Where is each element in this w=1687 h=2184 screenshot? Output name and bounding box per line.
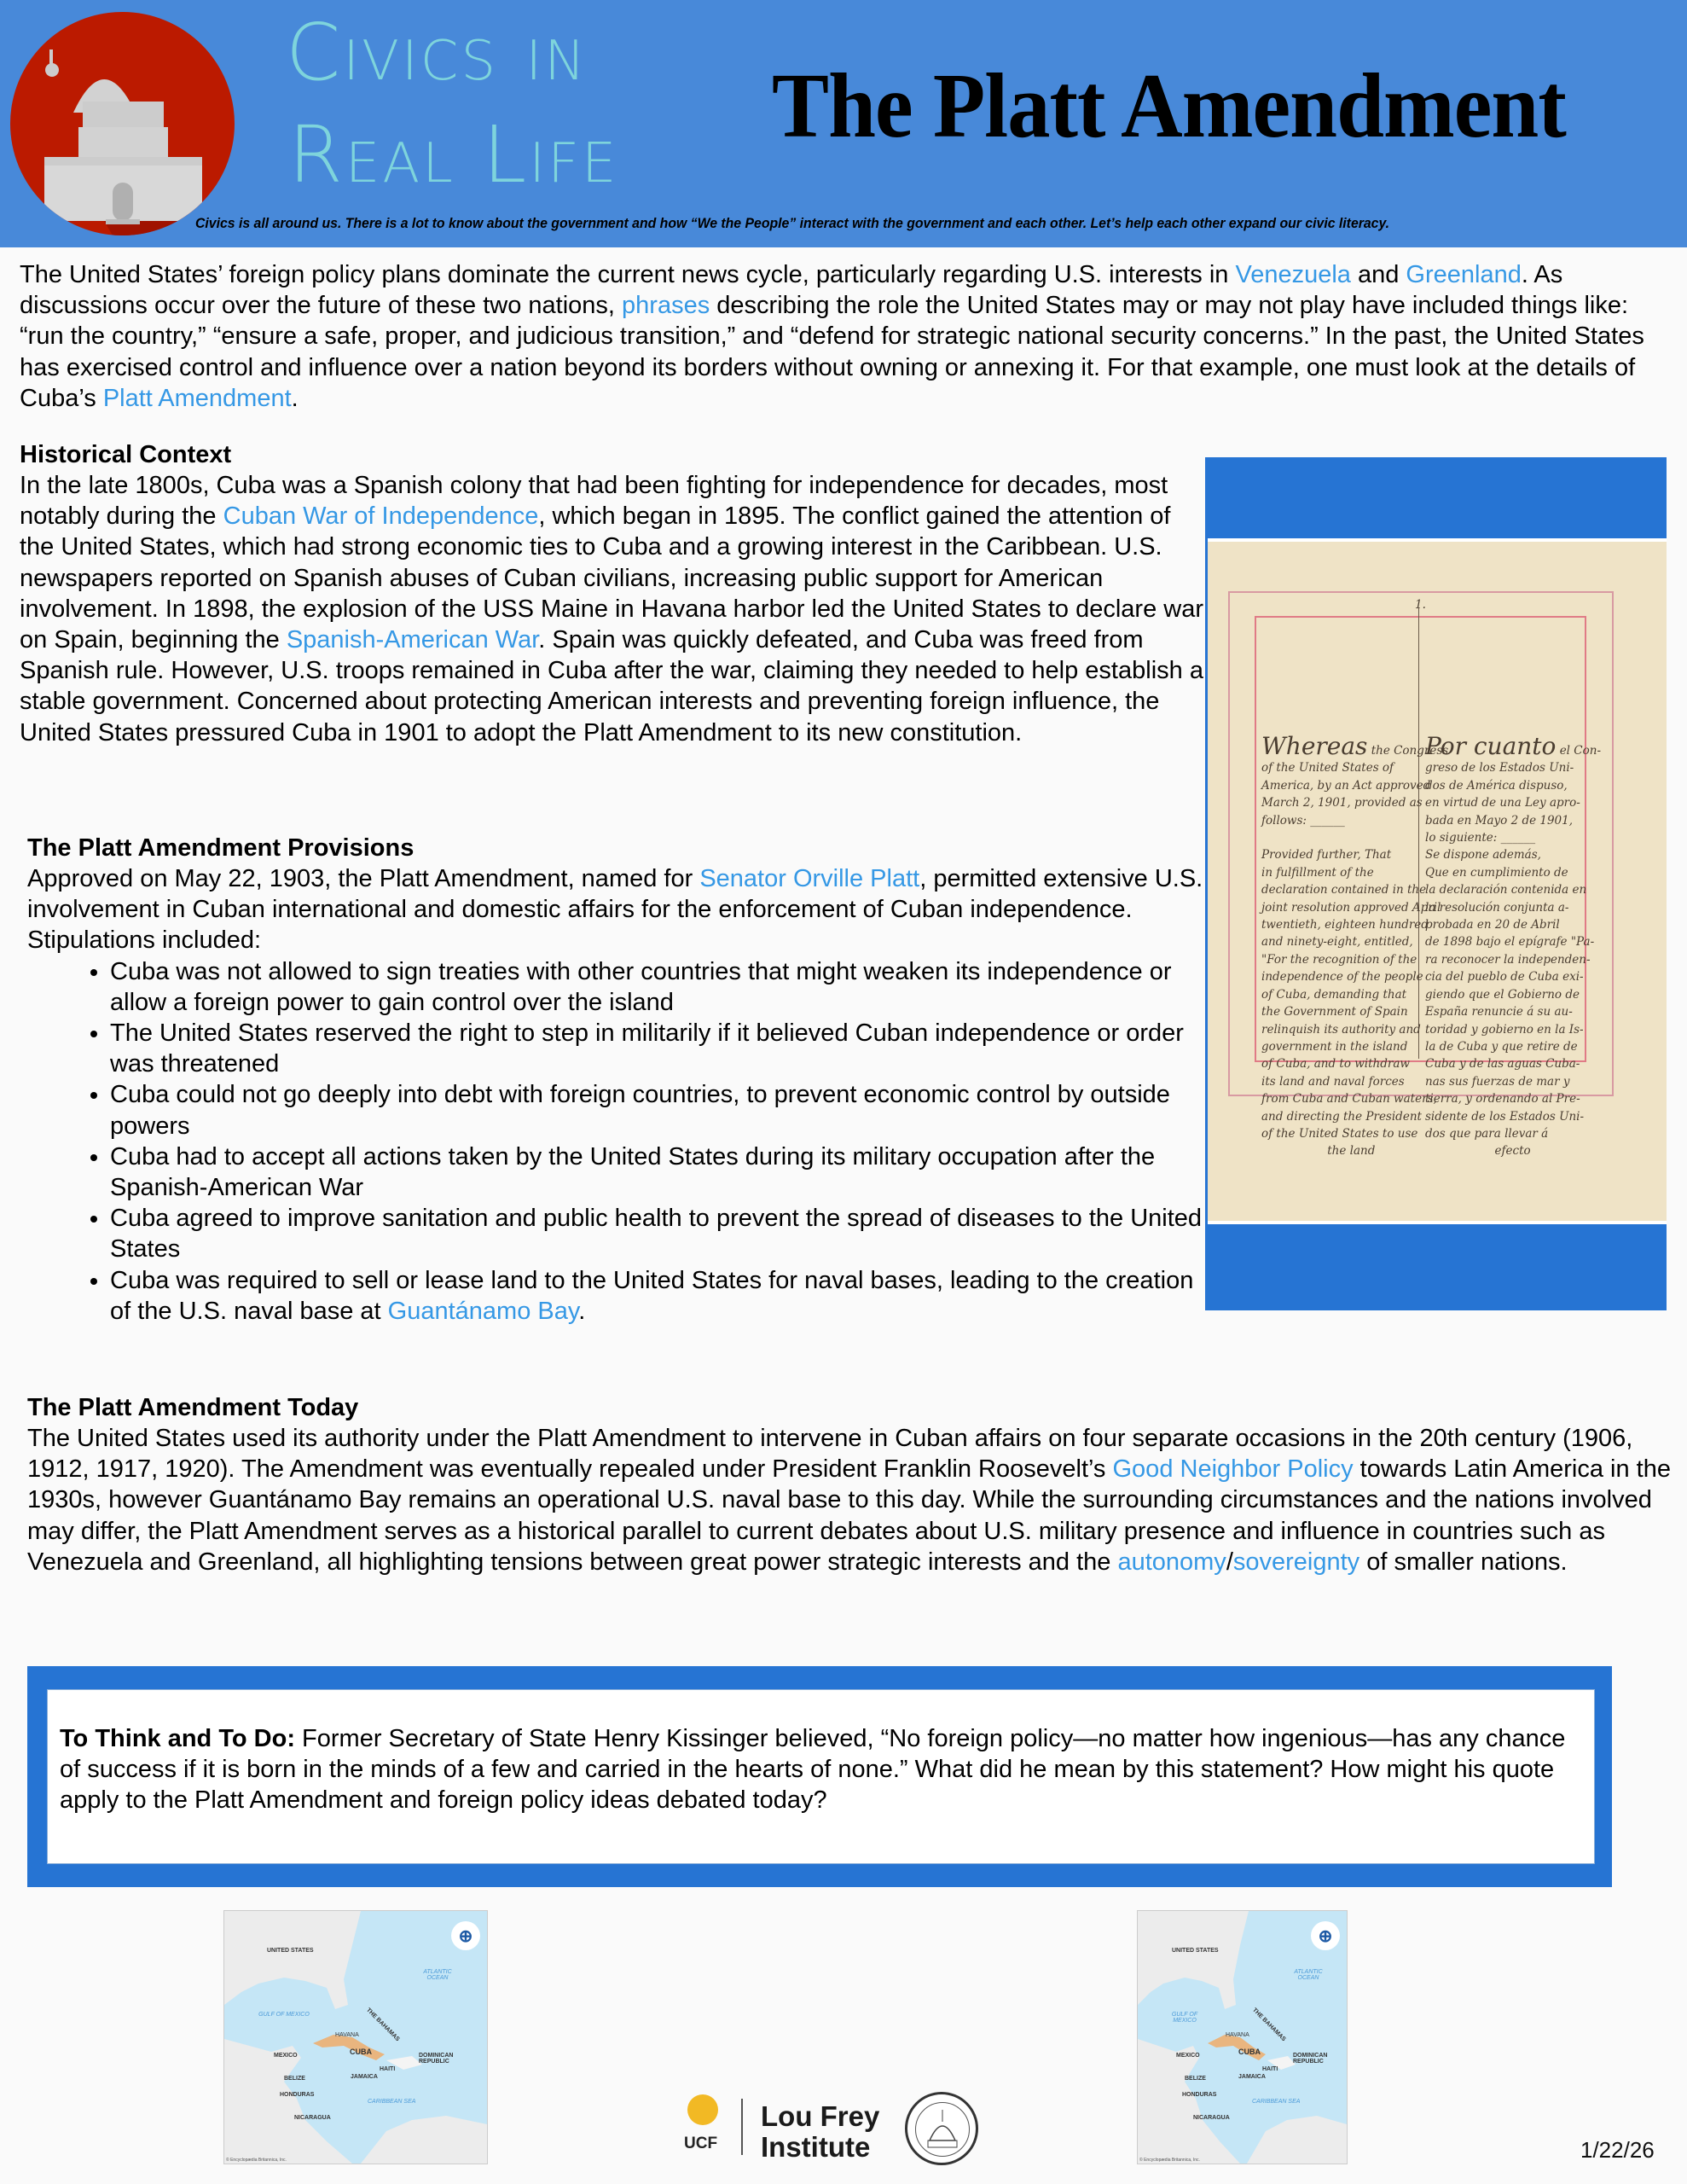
think-and-do-label: To Think and To Do: <box>60 1725 295 1752</box>
paragraph-text: / <box>1226 1548 1233 1576</box>
zoom-in-icon[interactable]: ⊕ <box>451 1921 480 1950</box>
map-label-cuba: CUBA <box>350 2048 372 2056</box>
map-label-havana: HAVANA <box>335 2032 359 2038</box>
map-label-caribbean: CARIBBEAN SEA <box>368 2099 416 2105</box>
map-label-honduras: HONDURAS <box>280 2092 315 2098</box>
civics-logo <box>10 12 235 235</box>
map-label-belize: BELIZE <box>284 2076 305 2082</box>
provisions-section <box>27 833 1204 1327</box>
page-title: The Platt Amendment <box>772 55 1566 157</box>
historical-context-paragraph <box>20 470 1205 748</box>
spanish-column <box>1425 732 1602 1160</box>
script-lead: Por cuanto <box>1425 732 1557 760</box>
map-label-jamaica: JAMAICA <box>1238 2074 1266 2080</box>
today-paragraph <box>27 1423 1682 1577</box>
intro-paragraph <box>20 259 1674 414</box>
map-copyright: © Encyclopædia Britannica, Inc. <box>1139 2158 1200 2163</box>
paragraph-text: , permitted extensive U.S. involvement in Cuban international and domestic affairs for the enforcement of Cuban independence. Stipulations included: <box>27 865 1203 955</box>
script-text: el Con- greso de los Estados Uni- dos de América dispuso, en virtud de una Ley apro- bada en Mayo 2 de 1901, lo siguiente: ______ Se dispone además, Que en cumplimiento de la declaración contenida en la resolución conjunta a- probada en 20 de Abril de 1898 bajo el epígrafe "Pa- ra reconocer la independen- cia del pueblo de Cuba exi- giendo que el Gobierno de España renuncie á su au- toridad y gobierno en la Is- la de Cuba y que retire de Cuba y de las aguas Cuba- nas sus fuerzas de mar y tierra, y ordenando al Pre- sidente de los Estados Uni- dos que para llevar á efecto <box>1425 744 1602 1159</box>
script-text: the Congress of the United States of America, by an Act approved March 2, 1901, provided as follows: ______ Provided further, That in fulfillment of the declaration contained in the joint resolution approved April twentieth, eighteen hundred and ninety-eight, entitled, "For the recognition of the independence of the people of Cuba, demanding that the Government of Spain relinquish its authority and government in the island of Cuba, and to withdraw its land and naval forces from Cuba and Cuban waters, and directing the President of the United States to use the land <box>1261 744 1449 1159</box>
map-label-cuba: CUBA <box>1238 2048 1261 2056</box>
intro-text: The United States’ foreign policy plans dominate the current news cycle, particularly regarding U.S. interests in <box>20 261 1236 288</box>
cuba-map-right[interactable] <box>1137 1910 1348 2164</box>
map-label-nicaragua: NICARAGUA <box>1193 2115 1230 2121</box>
stipulations-list <box>27 956 1204 1327</box>
provisions-paragraph <box>27 863 1204 956</box>
think-and-do-prompt: Former Secretary of State Henry Kissinger believed, “No foreign policy—no matter how ingenious—has any chance of success if it is born in the minds of a few and carried in the hearts of none.” What did he mean by this statement? How might his quote apply to the Platt Amendment and foreign policy ideas debated today? <box>60 1725 1566 1814</box>
capitol-dome-icon <box>916 2103 969 2156</box>
map-label-haiti: HAITI <box>1262 2066 1278 2072</box>
map-label-gulf: GULF OF MEXICO <box>1171 2012 1198 2024</box>
florida-joint-center-seal-icon <box>905 2092 978 2165</box>
link-senator-orville-platt[interactable]: Senator Orville Platt <box>699 865 920 892</box>
list-item: • Cuba had to accept all actions taken by the United States during its military occupation after the Spanish-American War <box>110 1141 1204 1203</box>
map-label-gulf: GULF OF MEXICO <box>258 2012 310 2018</box>
link-greenland[interactable]: Greenland <box>1406 261 1522 288</box>
list-item-text: . <box>578 1297 586 1325</box>
paragraph-text: towards Latin America in the 1930s, however Guantánamo Bay remains an operational U.S. naval base to this day. While the surrounding circumstances and the nations involved may differ, the Platt Amendment serves as a historical parallel to current debates about U.S. military presence and influence in countries such as Venezuela and Greenland, all highlighting tensions between great power strategic interests and the <box>27 1455 1671 1576</box>
list-item: • Cuba could not go deeply into debt with foreign countries, to prevent economic control by outside powers <box>110 1079 1204 1141</box>
link-guantanamo-bay[interactable]: Guantánamo Bay <box>387 1297 579 1325</box>
footer-divider <box>741 2099 743 2155</box>
seal-capitol-icon <box>915 2102 970 2157</box>
section-heading: The Platt Amendment Today <box>27 1394 359 1421</box>
link-good-neighbor-policy[interactable]: Good Neighbor Policy <box>1112 1455 1354 1484</box>
link-phrases[interactable]: phrases <box>622 292 710 320</box>
link-platt-amendment[interactable]: Platt Amendment <box>102 384 292 412</box>
brand-line-2: Real Life <box>288 109 619 200</box>
institute-name-line-1: Lou Frey <box>761 2100 880 2132</box>
section-heading: The Platt Amendment Provisions <box>27 834 415 862</box>
map-label-honduras: HONDURAS <box>1182 2092 1217 2098</box>
today-section <box>27 1392 1682 1577</box>
map-label-belize: BELIZE <box>1185 2076 1206 2082</box>
think-and-do-text <box>60 1723 1586 1815</box>
header-banner <box>0 0 1687 247</box>
map-label-mexico: MEXICO <box>1176 2053 1200 2059</box>
link-sovereignty[interactable]: sovereignty <box>1232 1548 1360 1576</box>
paragraph-text: of smaller nations. <box>1359 1548 1568 1576</box>
section-heading: Historical Context <box>20 441 232 468</box>
paragraph-text: In the late 1800s, Cuba was a Spanish colony that had been fighting for independence for decades, most notably during the <box>20 472 1168 531</box>
list-item: • Cuba agreed to improve sanitation and public health to prevent the spread of diseases to the United States <box>110 1203 1204 1264</box>
link-autonomy[interactable]: autonomy <box>1117 1548 1226 1576</box>
paragraph-text: Approved on May 22, 1903, the Platt Amendment, named for <box>27 865 700 892</box>
map-label-dominican-republic: DOMINICAN REPUBLIC <box>419 2053 454 2065</box>
lou-frey-institute-logo <box>761 2101 879 2163</box>
map-label-dominican-republic: DOMINICAN REPUBLIC <box>1293 2053 1328 2065</box>
map-copyright: © Encyclopædia Britannica, Inc. <box>226 2158 287 2163</box>
script-lead: Whereas <box>1261 732 1368 760</box>
intro-text: describing the role the United States may or may not play have included things like: “run the country,” “ensure a safe, proper, and judicious transition,” and “defend for strategic national security concerns.” In the past, the United States has exercised control and influence over a nation beyond its borders without owning or annexing it. For that example, one must look at the details of Cuba’s <box>20 292 1644 412</box>
institute-name-line-2: Institute <box>761 2131 871 2163</box>
english-column <box>1261 732 1449 1160</box>
link-spanish-american-war[interactable]: Spanish-American War <box>286 626 539 654</box>
link-venezuela[interactable]: Venezuela <box>1235 261 1351 288</box>
map-label-atlantic: ATLANTIC OCEAN <box>423 1969 452 1981</box>
map-label-havana: HAVANA <box>1226 2032 1249 2038</box>
zoom-in-icon[interactable]: ⊕ <box>1311 1921 1340 1950</box>
list-item-text: Cuba was required to sell or lease land to the United States for naval bases, leading to the creation of the U.S. naval base at <box>110 1266 1194 1325</box>
tagline: Civics is all around us. There is a lot to know about the government and how “We the People” interact with the government and each other. Let’s help each other expand our civic literacy. <box>195 215 1390 231</box>
ucf-pegasus-icon <box>687 2094 718 2125</box>
map-label-mexico: MEXICO <box>274 2053 298 2059</box>
list-item <box>110 1265 1204 1327</box>
brand-line-1: Civics in <box>286 7 588 98</box>
link-cuban-war-of-independence[interactable]: Cuban War of Independence <box>223 502 539 531</box>
capitol-dome-icon <box>10 12 235 235</box>
map-label-united-states: UNITED STATES <box>1172 1948 1219 1954</box>
paragraph-text: , which began in 1895. The conflict gained the attention of the United States, which had strong economic ties to Cuba and a growing interest in the Caribbean. U.S. newspapers reported on Spanish abuses of Cuban civilians, increasing public support for American involvement. In 1898, the explosion of the USS Maine in Havana harbor led the United States to declare war on Spain, beginning the <box>20 502 1203 654</box>
list-item: • Cuba was not allowed to sign treaties with other countries that might weaken its independence or allow a foreign power to gain control over the island <box>110 956 1204 1018</box>
ucf-wordmark: UCF <box>684 2135 718 2152</box>
map-label-bahamas: THE BAHAMAS <box>1251 2007 1287 2043</box>
map-label-jamaica: JAMAICA <box>351 2074 378 2080</box>
intro-text: and <box>1350 261 1406 288</box>
list-item: • The United States reserved the right to step in militarily if it believed Cuban independence or order was threatened <box>110 1018 1204 1079</box>
map-label-nicaragua: NICARAGUA <box>294 2115 331 2121</box>
map-label-united-states: UNITED STATES <box>267 1948 314 1954</box>
page-number: 1. <box>1415 598 1426 612</box>
map-label-bahamas: THE BAHAMAS <box>365 2007 401 2043</box>
historical-context-section <box>20 439 1205 748</box>
intro-text: . <box>291 384 299 412</box>
intro-text: . As discussions occur over the future of these two nations, <box>20 261 1563 320</box>
map-label-caribbean: CARIBBEAN SEA <box>1252 2099 1301 2105</box>
document-page <box>1208 538 1667 1224</box>
cuba-map-left[interactable] <box>223 1910 488 2164</box>
map-label-haiti: HAITI <box>380 2066 396 2072</box>
paragraph-text: . Spain was quickly defeated, and Cuba was freed from Spanish rule. However, U.S. troops remained in Cuba after the war, claiming they needed to help establish a stable government. Concerned about protecting American interests and preventing foreign influence, the United States pressured Cuba in 1901 to adopt the Platt Amendment to its new constitution. <box>20 626 1203 746</box>
publish-date: 1/22/26 <box>1580 2137 1655 2163</box>
paragraph-text: The United States used its authority under the Platt Amendment to intervene in Cuban affairs on four separate occasions in the 20th century (1906, 1912, 1917, 1920). The Amendment was eventually repealed under President Franklin Roosevelt’s <box>27 1425 1633 1484</box>
map-label-atlantic: ATLANTIC OCEAN <box>1294 1969 1323 1981</box>
